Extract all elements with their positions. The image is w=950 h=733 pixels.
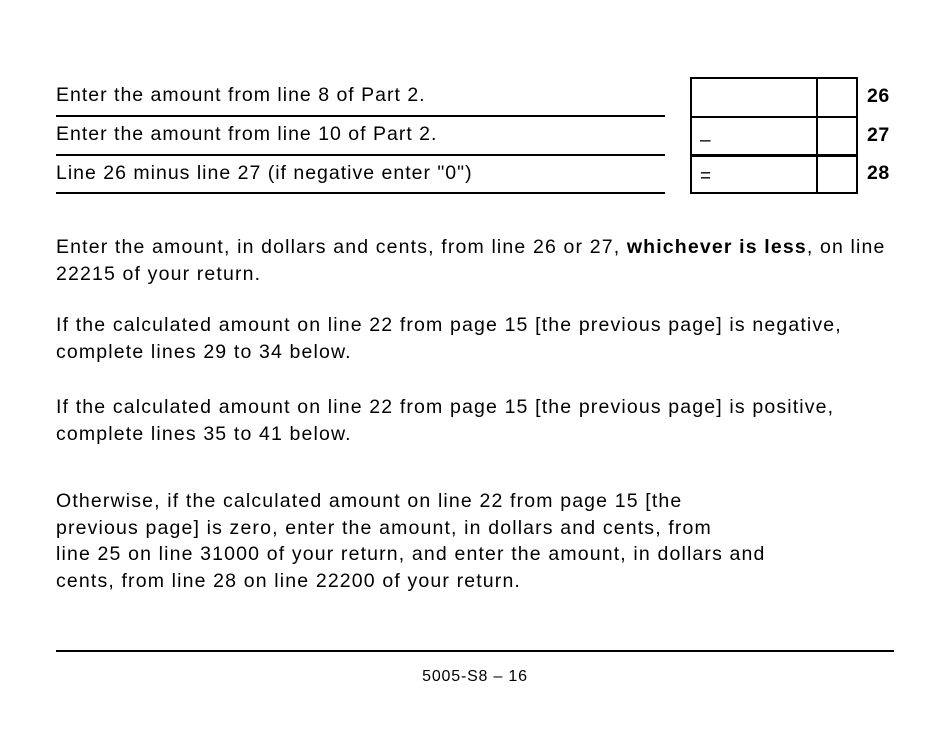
instruction-zero-line-4: cents, from line 28 on line 22200 of your return. [56,569,522,592]
instruction-zero-line-2: previous page] is zero, enter the amount, in dollars and cents, from [56,516,712,539]
line-26-amount-field[interactable] [690,77,858,116]
line-number-26: 26 [867,85,890,107]
form-line-28 [56,164,665,196]
footer-rule [56,650,894,652]
line-28-rule [56,192,665,194]
instruction-positive: If the calculated amount on line 22 from page 15 [the previous page] is positive, complete lines 35 to 41 below. [56,396,835,445]
line-number-28: 28 [867,162,890,184]
instruction-negative: If the calculated amount on line 22 from page 15 [the previous page] is negative, complete lines 29 to 34 below. [56,314,842,363]
line-28-amount-field[interactable] [690,154,858,194]
line-number-27: 27 [867,124,890,146]
instruction-text-before: Enter the amount, in dollars and cents, from line 26 or 27, [56,236,627,258]
form-line-26 [56,86,665,118]
line-27-operator: – [700,130,711,151]
instruction-zero [56,488,916,594]
line-26-cents-divider [816,79,818,116]
line-27-rule [56,154,665,156]
line-28-cents-divider [816,157,818,192]
line-28-operator: = [700,166,712,187]
line-27-cents-divider [816,118,818,155]
line-26-rule [56,115,665,117]
instruction-zero-line-3: line 25 on line 31000 of your return, and enter the amount, in dollars and [56,543,766,565]
line-27-description: Enter the amount from line 10 of Part 2. [56,123,438,145]
instruction-zero-line-1: Otherwise, if the calculated amount on line 22 from page 15 [the [56,490,683,512]
instruction-text-after: , on line 22215 of your return. [56,236,886,285]
line-28-description: Line 26 minus line 27 (if negative enter "0") [56,162,473,184]
instruction-line-22215 [56,234,906,287]
instruction-emphasis: whichever is less [626,236,807,258]
line-27-amount-field[interactable] [690,116,858,155]
form-line-27 [56,125,665,157]
page-number: 5005-S8 – 16 [422,668,528,685]
line-26-description: Enter the amount from line 8 of Part 2. [56,84,426,106]
